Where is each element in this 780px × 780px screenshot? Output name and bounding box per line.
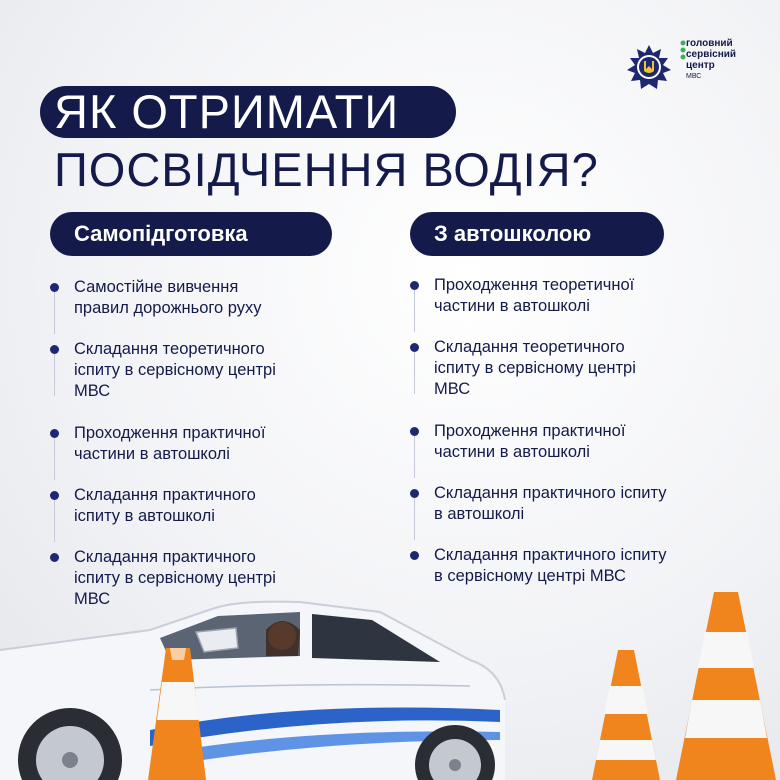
step-bullet-icon [50, 553, 59, 562]
step-connector [414, 290, 415, 332]
step-bullet-icon [50, 491, 59, 500]
step-connector [54, 292, 55, 334]
list-item [50, 339, 350, 423]
step-text: Проходження теоретичної частини в автошколі [434, 276, 635, 315]
step-bullet-icon [410, 551, 419, 560]
logo-line-2: сервісний [686, 49, 737, 60]
traffic-cone-icon [592, 650, 660, 780]
step-bullet-icon [410, 281, 419, 290]
step-text: Складання теоретичного іспиту в сервісному центрі МВС [74, 340, 276, 400]
car-and-cones-illustration [0, 590, 780, 780]
step-text: Проходження практичної частини в автошколі [434, 422, 626, 461]
logo-line-3: центр [686, 60, 715, 71]
list-item [50, 423, 350, 485]
step-connector [54, 500, 55, 542]
driving-school-steps [410, 275, 750, 607]
list-item [410, 275, 750, 337]
step-text: Складання практичного іспиту в автошколі [74, 486, 256, 525]
driving-school-heading: З автошколою [410, 212, 664, 256]
step-text: Проходження практичної частини в автошколі [74, 424, 266, 463]
step-bullet-icon [50, 345, 59, 354]
car-icon [0, 602, 505, 780]
step-connector [414, 498, 415, 540]
list-item [50, 277, 350, 339]
step-bullet-icon [50, 283, 59, 292]
step-connector [414, 352, 415, 394]
step-text: Складання практичного іспиту в сервісному центрі МВС [434, 546, 667, 585]
list-item [50, 485, 350, 547]
step-connector [54, 354, 55, 396]
page-title-line-1: ЯК ОТРИМАТИ [54, 85, 400, 138]
step-bullet-icon [50, 429, 59, 438]
step-connector [54, 438, 55, 480]
step-text: Складання практичного іспиту в автошколі [434, 484, 667, 523]
page-title-line-2: ПОСВІДЧЕННЯ ВОДІЯ? [54, 143, 599, 196]
mvs-logo [622, 38, 742, 92]
step-bullet-icon [410, 343, 419, 352]
self-study-heading: Самопідготовка [50, 212, 332, 256]
step-text: Складання теоретичного іспиту в сервісному центрі МВС [434, 338, 636, 398]
logo-line-1: головний [686, 38, 733, 49]
list-item [410, 337, 750, 421]
logo-text [686, 38, 746, 82]
list-item [410, 421, 750, 483]
step-connector [414, 436, 415, 478]
logo-line-4: МВС [686, 73, 702, 80]
police-star-emblem-icon [626, 44, 672, 90]
self-study-steps [50, 277, 350, 631]
step-text: Складання практичного іспиту в сервісному центрі МВС [74, 548, 276, 608]
step-text: Самостійне вивчення правил дорожнього руху [74, 278, 262, 317]
step-bullet-icon [410, 489, 419, 498]
step-bullet-icon [410, 427, 419, 436]
list-item [410, 483, 750, 545]
traffic-cone-icon [676, 592, 776, 780]
